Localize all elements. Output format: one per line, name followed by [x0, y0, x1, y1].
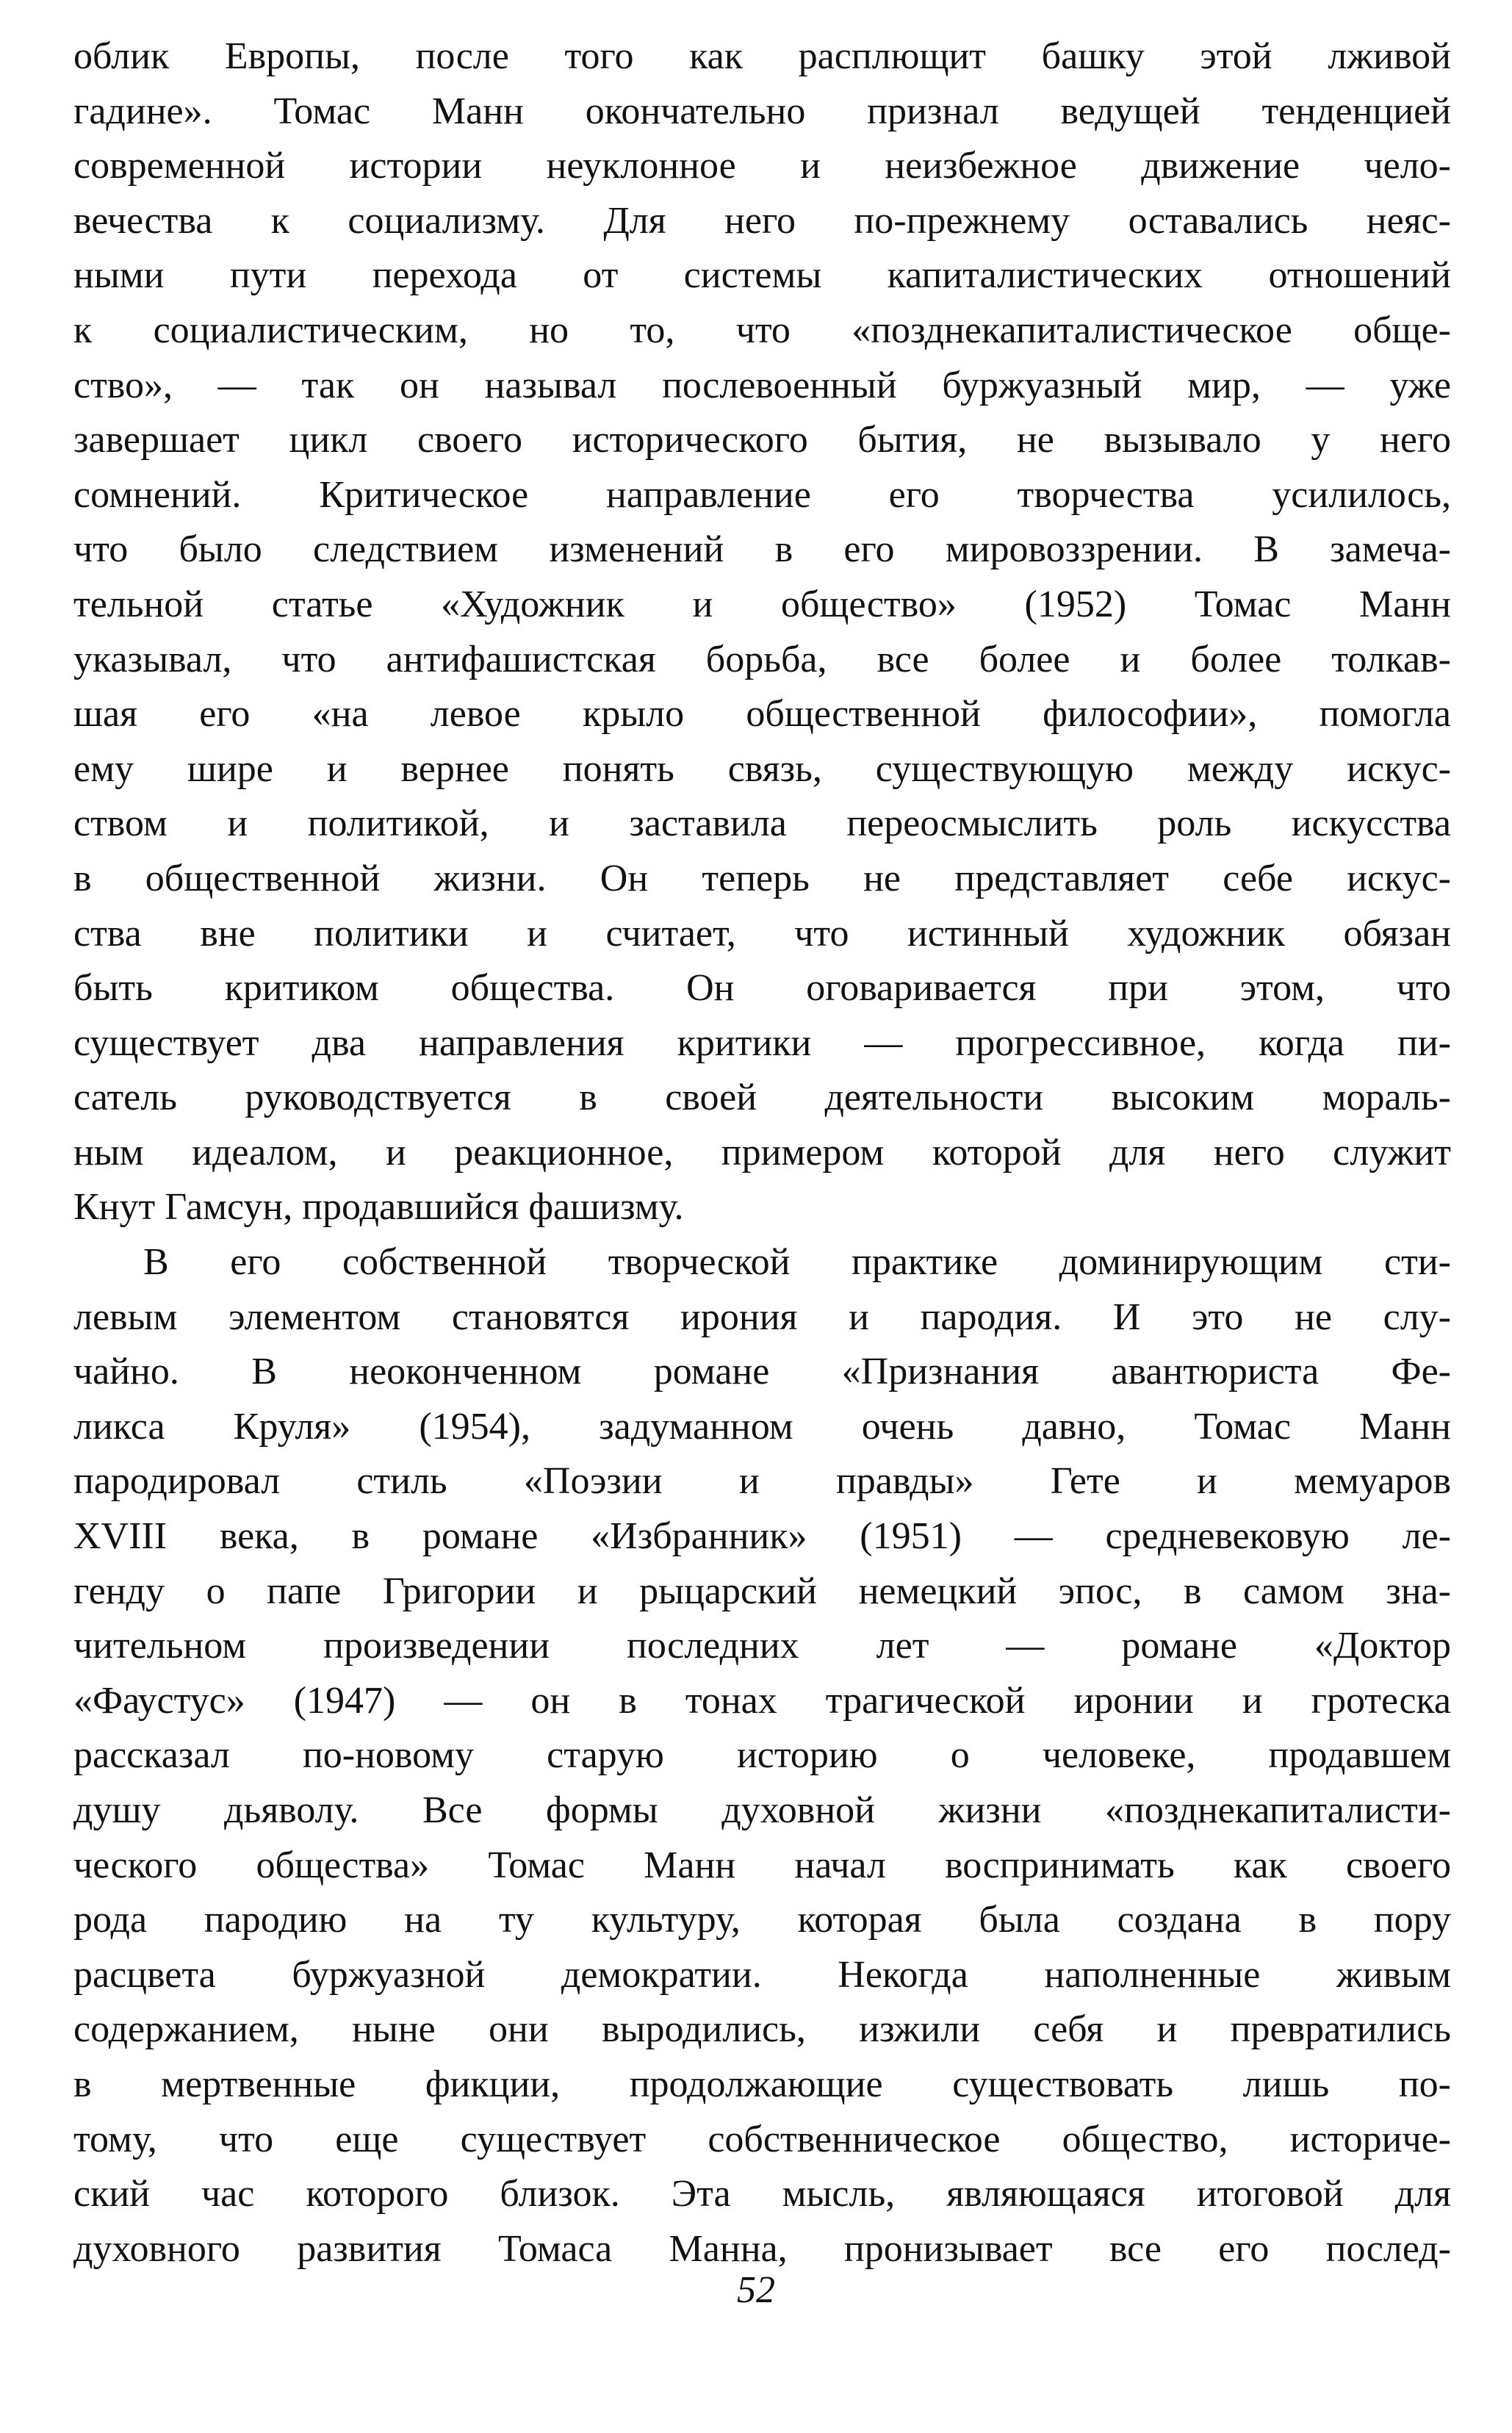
text-line: ство», — так он называл послевоенный буржуазный мир, — уже — [73, 364, 1451, 406]
text-line: ский час которого близок. Эта мысль, являющаяся итоговой для — [73, 2173, 1451, 2215]
text-line: современной истории неуклонное и неизбежное движение чело- — [73, 145, 1451, 187]
text-line: тельной статье «Художник и общество» (1952) Томас Манн — [73, 583, 1451, 625]
text-line: ликса Круля» (1954), задуманном очень давно, Томас Манн — [73, 1405, 1451, 1448]
text-line: вечества к социализму. Для него по-прежнему оставались неяс- — [73, 199, 1451, 242]
page-number: 52 — [737, 2269, 775, 2311]
text-line: чительном произведении последних лет — романе «Доктор — [73, 1625, 1451, 1667]
text-line: «Фаустус» (1947) — он в тонах трагической иронии и гротеска — [73, 1679, 1451, 1722]
text-line: рода пародию на ту культуру, которая была создана в пору — [73, 1899, 1451, 1941]
paragraph — [73, 1235, 1451, 2276]
text-line: что было следствием изменений в его мировоззрении. В замеча- — [73, 528, 1451, 571]
text-line: сомнений. Критическое направление его творчества усилилось, — [73, 473, 1451, 516]
text-line: в мертвенные фикции, продолжающие существовать лишь по- — [73, 2063, 1451, 2105]
text-line: В его собственной творческой практике доминирующим сти- — [143, 1241, 1451, 1284]
text-line: XVIII века, в романе «Избранник» (1951) — средневековую ле- — [73, 1515, 1451, 1558]
page-body — [73, 29, 1451, 2276]
text-line: расцвета буржуазной демократии. Некогда наполненные живым — [73, 1953, 1451, 1996]
text-line: ства вне политики и считает, что истинный художник обязан — [73, 912, 1451, 955]
paragraph — [73, 29, 1451, 1235]
text-line: ным идеалом, и реакционное, примером которой для него служит — [73, 1131, 1451, 1174]
text-line: шая его «на левое крыло общественной философии», помогла — [73, 693, 1451, 736]
text-line: существует два направления критики — прогрессивное, когда пи- — [73, 1021, 1451, 1064]
text-line: генду о папе Григории и рыцарский немецкий эпос, в самом зна- — [73, 1570, 1451, 1612]
text-line: ему шире и вернее понять связь, существующую между искус- — [73, 747, 1451, 790]
text-line: гадине». Томас Манн окончательно признал ведущей тенденцией — [73, 90, 1451, 132]
text-line: сатель руководствуется в своей деятельности высоким мораль- — [73, 1077, 1451, 1119]
text-line: в общественной жизни. Он теперь не представляет себе искус- — [73, 857, 1451, 899]
text-line: пародировал стиль «Поэзии и правды» Гете и мемуаров — [73, 1460, 1451, 1503]
text-line: к социалистическим, но то, что «позднекапиталистическое обще- — [73, 309, 1451, 351]
text-line: чайно. В неоконченном романе «Признания авантюриста Фе- — [73, 1351, 1451, 1393]
text-line: тому, что еще существует собственническое общество, историче- — [73, 2118, 1451, 2160]
text-line: ством и политикой, и заставила переосмыслить роль искусства — [73, 802, 1451, 845]
text-line: ческого общества» Томас Манн начал воспринимать как своего — [73, 1844, 1451, 1886]
text-line: духовного развития Томаса Манна, пронизывает все его послед- — [73, 2227, 1451, 2270]
text-line: указывал, что антифашистская борьба, все более и более толкав- — [73, 638, 1451, 680]
text-line: ными пути перехода от системы капиталистических отношений — [73, 254, 1451, 297]
text-line: душу дьяволу. Все формы духовной жизни «позднекапиталисти- — [73, 1789, 1451, 1831]
text-line: левым элементом становятся ирония и пародия. И это не слу- — [73, 1295, 1451, 1338]
text-line: Кнут Гамсун, продавшийся фашизму. — [73, 1186, 684, 1229]
text-line: быть критиком общества. Он оговаривается при этом, что — [73, 967, 1451, 1010]
text-line: завершает цикл своего исторического бытия, не вызывало у него — [73, 419, 1451, 461]
text-line: содержанием, ныне они выродились, изжили себя и превратились — [73, 2008, 1451, 2051]
text-line: рассказал по-новому старую историю о человеке, продавшем — [73, 1734, 1451, 1777]
text-line: облик Европы, после того как расплющит башку этой лживой — [73, 35, 1451, 77]
